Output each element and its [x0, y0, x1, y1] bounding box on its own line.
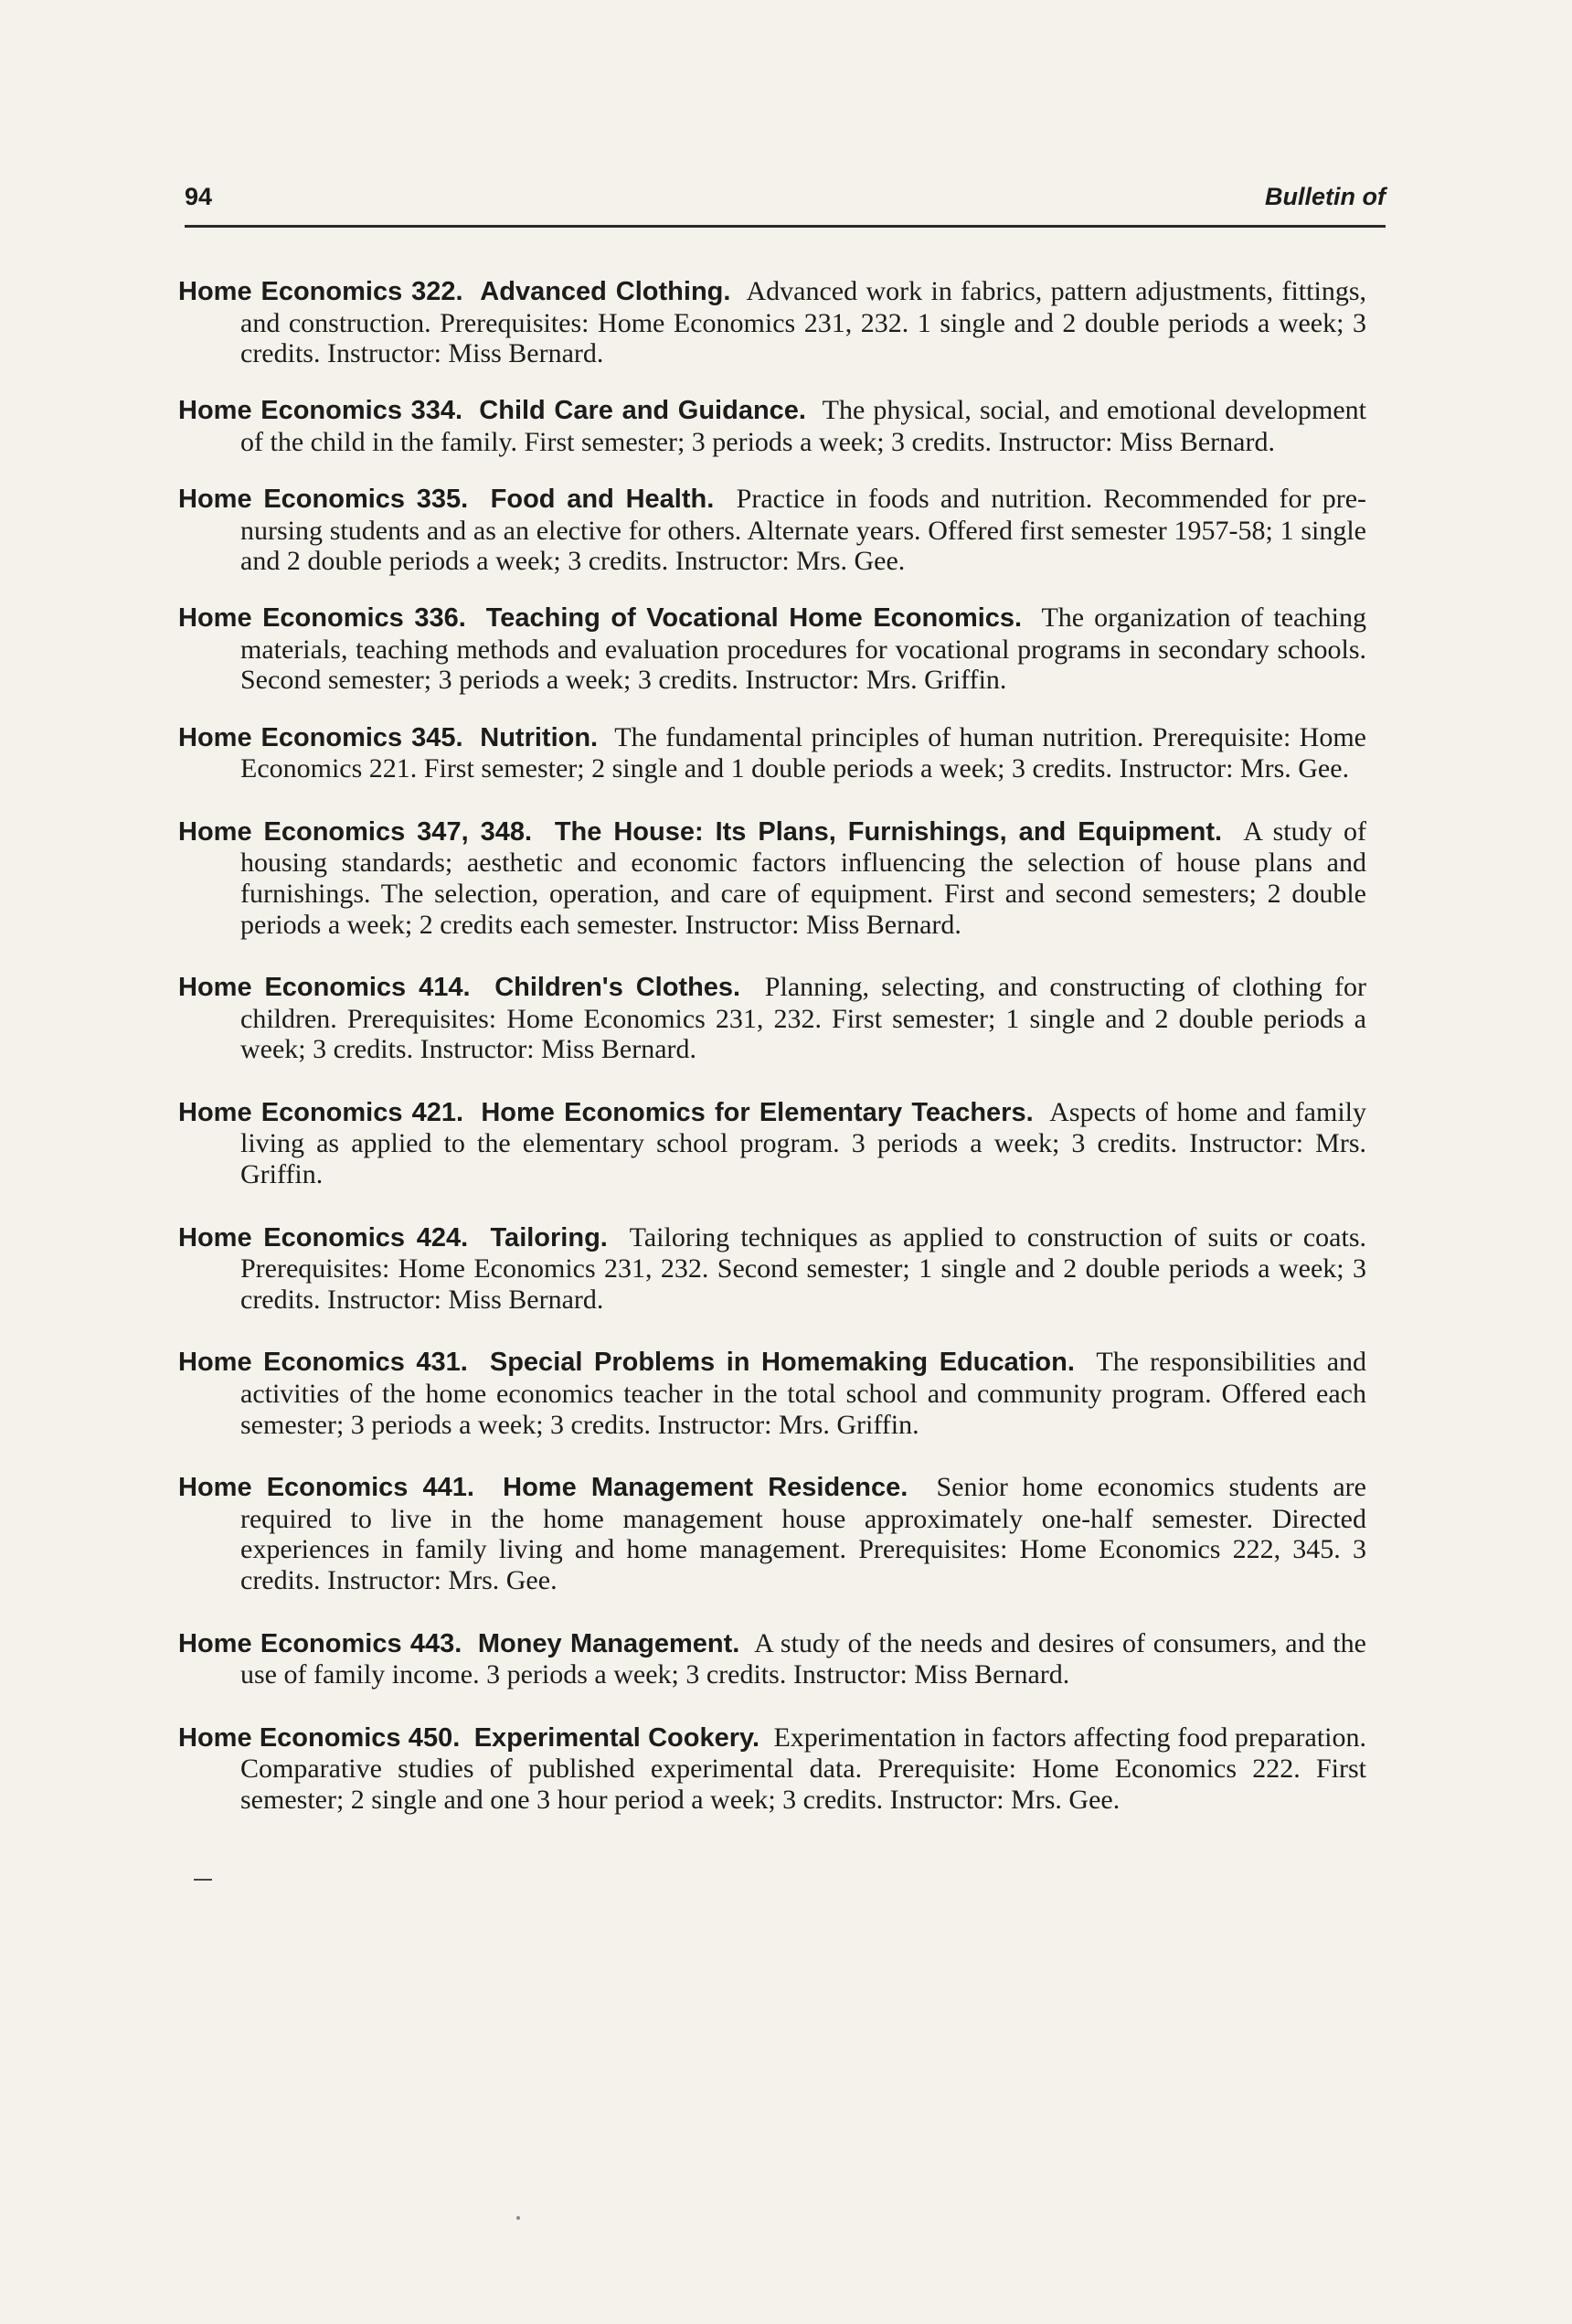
course-number: Home Economics 421. — [178, 1097, 464, 1127]
course-title: Children's Clothes. — [494, 973, 741, 1003]
course-entry-421 — [178, 1097, 1366, 1190]
course-title: Special Problems in Homemaking Education. — [489, 1348, 1075, 1378]
course-title: Home Management Residence. — [503, 1473, 908, 1503]
course-entry-336 — [178, 602, 1366, 696]
running-title: Bulletin of — [1265, 183, 1386, 210]
course-number: Home Economics 322. — [178, 277, 463, 306]
course-title: Teaching of Vocational Home Economics. — [485, 603, 1023, 634]
course-number: Home Economics 431. — [178, 1348, 468, 1378]
course-title: Food and Health. — [490, 484, 715, 514]
course-title: Money Management. — [477, 1628, 740, 1658]
course-description: Planning, selecting, and constructing of clothing for children. Prerequisites: Home Economics 231, 232. First semester; 1 single and 2 double periods a week; 3 credits. Instructor: Miss Bernard. — [240, 972, 1367, 1065]
course-description: A study of the needs and desires of consumers, and the use of family income. 3 periods a week; 3 credits. Instructor: Miss Bernard. — [240, 1627, 1366, 1690]
course-entry-431 — [178, 1347, 1366, 1440]
course-number: Home Economics 345. — [178, 722, 463, 752]
course-description: Practice in foods and nutrition. Recommended for pre-nursing students and as an elective for others. Alternate years. Offered first semester 1957-58; 1 single and 2 double periods a week; 3 credits. Instructor: Mrs. Gee. — [240, 483, 1367, 577]
course-description: The responsibilities and activities of the home economics teacher in the total school and community program. Offered each semester; 3 periods a week; 3 credits. Instructor: Mrs. Griffin. — [240, 1347, 1367, 1440]
course-entry-424 — [178, 1222, 1366, 1316]
course-description: A study of housing standards; aesthetic and economic factors influencing the selection of house plans and furnishings. The selection, operation, and care of equipment. First and second semesters; 2 double periods a week; 2 credits each semester. Instructor: Miss Bernard. — [240, 816, 1367, 940]
course-description: Aspects of home and family living as applied to the elementary school program. 3 periods a week; 3 credits. Instructor: Mrs. Griffin. — [240, 1096, 1366, 1190]
course-description: Senior home economics students are required to live in the home management house approximately one-half semester. Directed experiences in family living and home management. Prerequisites: Home Economics 222, 345. 3 credits. Instructor: Mrs. Gee. — [240, 1472, 1366, 1595]
course-entry-441 — [178, 1472, 1366, 1595]
course-entry-335 — [178, 484, 1366, 577]
paper-speck — [516, 2216, 520, 2220]
course-title: Tailoring. — [490, 1222, 608, 1253]
course-entry-345 — [178, 722, 1366, 784]
course-number: Home Economics 347, 348. — [178, 816, 533, 847]
course-entry-334 — [178, 395, 1366, 457]
course-list — [178, 276, 1366, 1848]
course-title: Home Economics for Elementary Teachers. — [481, 1097, 1034, 1127]
course-description: The physical, social, and emotional development of the child in the family. First semester; 3 periods a week; 3 credits. Instructor: Miss Bernard. — [240, 395, 1367, 457]
course-title: Advanced Clothing. — [480, 277, 731, 306]
course-title: Nutrition. — [480, 722, 599, 752]
course-number: Home Economics 443. — [178, 1628, 462, 1658]
course-entry-443 — [178, 1628, 1366, 1690]
course-description: The fundamental principles of human nutrition. Prerequisite: Home Economics 221. First semester; 2 single and 1 double periods a week; 3 credits. Instructor: Mrs. Gee. — [240, 721, 1367, 784]
course-title: Child Care and Guidance. — [479, 396, 806, 426]
course-number: Home Economics 450. — [178, 1722, 461, 1753]
page-number: 94 — [185, 183, 213, 210]
course-number: Home Economics 441. — [178, 1473, 474, 1503]
course-description: Experimentation in factors affecting food preparation. Comparative studies of published experimental data. Prerequisite: Home Economics 222. First semester; 2 single and one 3 hour period a week; 3 credits. Instructor: Mrs. Gee. — [240, 1722, 1367, 1815]
course-number: Home Economics 414. — [178, 973, 471, 1003]
course-entry-450 — [178, 1722, 1366, 1816]
course-description: Advanced work in fabrics, pattern adjustments, fittings, and construction. Prerequisites: Home Economics 231, 232. 1 single and 2 double periods a week; 3 credits. Instructor: Miss Bernard. — [240, 276, 1366, 369]
course-number: Home Economics 424. — [178, 1222, 469, 1253]
page-header — [185, 181, 1386, 228]
course-description: Tailoring techniques as applied to construction of suits or coats. Prerequisites: Home Economics 231, 232. Second semester; 1 single and 2 double periods a week; 3 credits. Instructor: Miss Bernard. — [240, 1221, 1366, 1315]
margin-mark — [194, 1879, 212, 1881]
course-description: The organization of teaching materials, teaching methods and evaluation procedures for vocational programs in secondary schools. Second semester; 3 periods a week; 3 credits. Instructor: Mrs. Griffin. — [240, 602, 1367, 696]
course-title: Experimental Cookery. — [473, 1722, 760, 1753]
course-entry-414 — [178, 972, 1366, 1065]
course-title: The House: Its Plans, Furnishings, and Equipment. — [554, 816, 1223, 847]
course-number: Home Economics 336. — [178, 603, 466, 634]
course-number: Home Economics 334. — [178, 396, 463, 426]
course-entry-322 — [178, 276, 1366, 369]
course-entry-347-348 — [178, 816, 1366, 940]
course-number: Home Economics 335. — [178, 484, 469, 514]
